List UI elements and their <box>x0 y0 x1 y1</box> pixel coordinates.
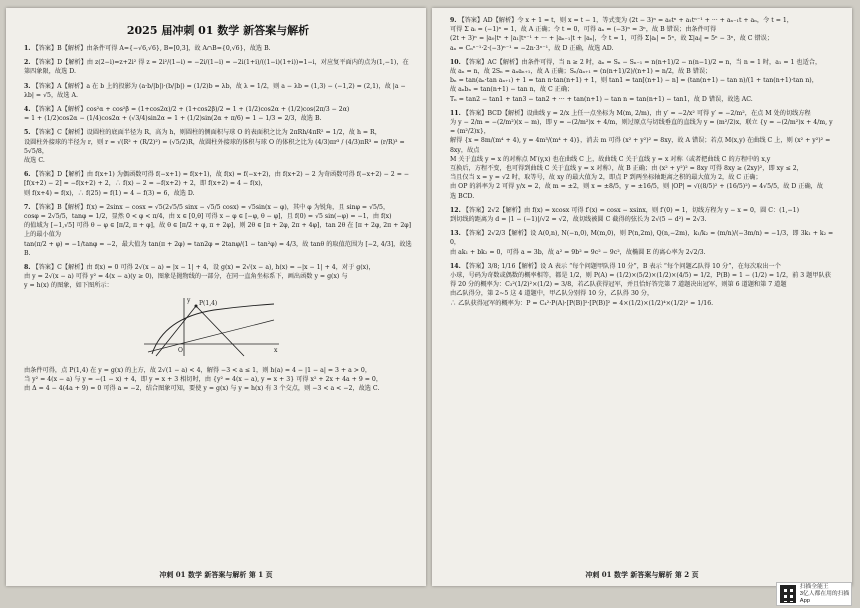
question-number: 11. <box>450 109 461 117</box>
point-p-marker <box>195 304 198 307</box>
question-number: 4. <box>24 106 31 114</box>
solution-text: 【答案】A【解析】a 在 b 上的投影为 (a·b/|b|)·(b/|b|) = (1/2)b = λb，故 λ = 1/2，则 a − λb = (1,3) − (−1,2) = (2,1)，故 |a − λb| = √5，故选 A. <box>24 82 406 99</box>
solution-text: 【答案】A【解析】cos²α + cos²β = (1+cos2α)/2 + (1+cos2β)/2 = 1 + (1/2)cos2α + (1/2)cos(2π/3 − 2α) = 1 + (1/2)cos2α − (1/4)cos2α + (√3/4)sin2α = 1 + (1/2)sin(2α + π/6) = 1 − 1/3 = 2/3，故选 B. <box>24 106 350 123</box>
function-graph <box>134 296 284 358</box>
solution-text: 【答案】BCD【解析】设曲线 y = 2/x 上任一点坐标为 M(m, 2/m)，由 y′ = −2/x² 可得 y′ = −2/m²，在点 M 处的切线方程 为 y − 2/m = −(2/m²)(x − m)，即 y = −(2/m²)x + 4/m，则过原点与切线垂直的直线为 y = (m²/2)x，联立 {y = −(2/m²)x + 4/m, y = (m²/2)x}， 解得 {x = 8m/(m⁴ + 4), y = 4m³/(m⁴ + 4)}，消去 m 可得 (x² + y²)² = 8xy，故 A 错误；若点 M(x,y) 在曲线 C 上，则 (x² + y²)² = 8xy，故点 M 关于直线 y = x 的对称点 M′(y,x) 也在曲线 C 上，故曲线 C 关于直线 y = x 对称（或者把曲线 C 的方程中的 x,y 互换后，方程不变，也可得到曲线 C 关于直线 y = x 对称），故 B 正确；由 (x² + y²)² = 8xy 可得 8xy ≥ (2xy)²，即 xy ≤ 2， 当且仅当 x = y = √2 时，取等号，故 xy 的最大值为 2，即点 P 到两坐标轴距离之积的最大值为 2，故 C 正确； 由 OP 的斜率为 2 可得 y/x = 2，故 m = ±2，则 x = ±8/5，y = ±16/5，则 |OP| = √((8/5)² + (16/5)²) = 4√5/5，故 D 正确，故 选 BCD. <box>450 109 833 200</box>
solution-text: 【答案】D【解析】由 f(x+1) 为偶函数可得 f(−x+1) = f(x+1)，故 f(x) = f(−x+2)，由 f(x+2) − 2 为奇函数可得 f(−x+2) − 2 = −[f(x+2) − 2] = −f(x+2) + 2，∴ f(x) − 2 = −f(x+2) + 2，即 f(x+2) = 4 − f(x)， 则 f(x+4) = f(x)，∴ f(25) = f(1) = 4 − f(3) = 6，故选 D. <box>24 171 410 197</box>
solution-text: 【答案】AD【解析】令 x + 1 = t，则 x = t − 1，等式变为 (2t − 3)ⁿ = a₀tⁿ + a₁tⁿ⁻¹ + ··· + aₙ₋₁t + aₙ，令 t = 1， 可得 Σ aᵢ = (−1)ⁿ = 1，故 A 正确；令 t = 0，可得 aₙ = (−3)ⁿ = 3ⁿ，故 B 错误；由条件可得 (2t + 3)ⁿ = |a₀|tⁿ + |a₁|tⁿ⁻¹ + ··· + |aₙ₋₁|t + |aₙ|，令 t = 1，可得 Σ|aᵢ| = 5ⁿ，故 Σ|aᵢ| = 5ⁿ − 3ⁿ，故 C 错误； aₙ = Cₙⁿ⁻¹·2·(−3)ⁿ⁻¹ = −2n·3ⁿ⁻¹，故 D 正确，故选 AD. <box>450 17 793 52</box>
question-number: 10. <box>450 58 461 66</box>
solution-text: 【答案】AC【解析】由条件可得，当 n ≥ 2 时，aₙ = Sₙ − Sₙ₋₁ = n(n+1)/2 − n(n−1)/2 = n，当 n = 1 时，a₁ = 1 也适合， 故 aₙ = n，故 2Sₙ = aₙaₙ₊₁，故 A 正确；Sₙ/aₙ₊₁ = (n(n+1)/2)/(n+1) = n/2，故 B 错误； bₙ = tan(aₙ·tan aₙ₊₁) + 1 = tan n·tan(n+1) + 1，则 tan1 = tan[(n+1) − n] = (tan(n+1) − tan n)/(1 + tan(n+1)·tan n)， 故 aₙbₙ = tan(n+1) − tan n，故 C 正确； Tₙ = tan2 − tan1 + tan3 − tan2 + ··· + tan(n+1) − tan n = tan(n+1) − tan1，故 D 错误，故选 AC. <box>450 58 822 103</box>
solution-item <box>450 16 838 53</box>
question-number: 13. <box>450 230 461 238</box>
right-solutions-list <box>450 16 838 308</box>
question-number: 1. <box>24 45 31 52</box>
question-number: 3. <box>24 82 31 90</box>
solution-item <box>24 170 412 198</box>
question-number: 8. <box>24 264 31 272</box>
left-page <box>6 8 426 586</box>
question-number: 5. <box>24 129 31 137</box>
solution-item <box>24 82 412 100</box>
question-number: 9. <box>450 17 457 24</box>
badge-line2: 3亿人都在用的扫描App <box>799 590 850 604</box>
solution-item <box>450 109 838 201</box>
question-number: 12. <box>450 206 461 214</box>
solution-text: 【答案】2√2/3【解析】设 A(0,n), N(−n,0), M(m,0)，则 P(n,2m), Q(n,−2m)，k₁/k₂ = (m/n)/(−3m/n) = −1/3，即 3k₁ + k₂ = 0， 由 ak₁ + bk₂ = 0，可得 a = 3b，故 a² = 9b² = 9c² − 9c²，故椭圆 E 的离心率为 2√2/3. <box>450 230 834 256</box>
question-number: 7. <box>24 203 31 211</box>
graph-figure <box>134 296 412 362</box>
solution-text: 【答案】3/8; 1/16【解析】设 A 表示 “每个问题甲队得 10 分”，B 表示 “每个问题乙队得 10 分”，在每次取出一个 小球，号码为奇数或偶数的概率相等，都是 1/2，则 P(A) = (1/2)×(5/2)×(1/2)×(4/5) = 1/2，P(B) = 1 − (1/2) = 1/2，前 3 题甲队获 得 20 分的概率为：C₃²(1/2)²×(1/2) = 3/8，若乙队获得冠军，并且恰好答完第 7 道题决出冠军，则第 6 道题和第 7 道题 由乙队得分，第 2~5 这 4 道题中，甲乙队分别得 10 分，乙队得 30 分， ∴ 乙队获得冠军的概率为：P = C₄²·P(A)·[P(B)]²·[P(B)]² = 4×(1/2)×(1/2)⁴×(1/2)² = 1/16. <box>450 262 831 307</box>
origin-label: O <box>178 346 183 354</box>
solution-text: 【答案】C【解析】由 f(x) = 0 可得 2√(x − a) = |x − 1| + 4，设 g(x) = 2√(x − a), h(x) = −|x − 1| + 4，对于 g(x)， 由 y = 2√(x − a) 可得 y² = 4(x − a)(y ≥ 0)，图象是抛物线的一部分，在同一直角坐标系下，画出函数 y = g(x) 与 y = h(x) 的图象，如下图所示： <box>24 264 375 290</box>
qr-code-icon <box>780 585 796 603</box>
solution-item <box>450 58 838 104</box>
solution-item <box>450 206 838 224</box>
badge-line1: 扫描全能王 <box>799 583 829 590</box>
page-footer-left: 冲刺 01 数学 新答案与解析 第 1 页 <box>159 570 273 579</box>
solution-item <box>24 128 412 165</box>
solution-item <box>24 203 412 258</box>
document-title: 2025 届冲刺 01 数学 新答案与解析 <box>126 24 310 37</box>
solution-text: 【答案】B【解析】由条件可得 A={−√6,√6}, B=[0,3]，故 A∩B={0,√6}，故选 B. <box>32 45 271 52</box>
question-number: 6. <box>24 171 31 179</box>
solution-item <box>24 44 412 53</box>
left-solutions-list <box>24 44 412 393</box>
point-p-label: P(1,4) <box>199 299 218 307</box>
solution-text: 【答案】C【解析】设圆柱的底面半径为 R，高为 h，则圆柱的侧面积与球 O 的表面积之比为 2πRh/4πR² = 1/2，故 h = R， 设圆柱外接球的半径为 r，则 r = √(R² + (R/2)²) = (√5/2)R，故圆柱外接球的体积与球 O 的体积之比为 (4/3)πr³ / (4/3)πR³ = (r/R)³ = 5√5/8， 故选 C. <box>24 129 405 165</box>
solution-item <box>24 105 412 123</box>
solution-text: 【答案】2√2【解析】由 f(x) = xcosx 可得 f′(x) = cosx − xsinx，则 f′(0) = 1，切线方程为 y − x = 0，圆 C：(1,−1) 到切线的距离为 d = |1 − (−1)|/√2 = √2，故切线被圆 C 截得的弦长为 2√(5 − d²) = 2√3. <box>450 206 800 224</box>
solution-item <box>24 58 412 76</box>
tangent-line <box>148 320 274 352</box>
page-footer-right: 冲刺 01 数学 新答案与解析 第 2 页 <box>585 570 699 579</box>
right-page <box>432 8 852 586</box>
question-number: 2. <box>24 59 31 67</box>
x-axis-label: x <box>274 346 278 354</box>
solution-item <box>24 263 412 291</box>
solution-text: 【答案】B【解析】f(x) = 2sinx − cosx = √5(2√5/5 sinx − √5/5 cosx) = √5sin(x − φ)，其中 φ 为锐角，且 sinφ = √5/5， cosφ = 2√5/5，tanφ = 1/2，显然 0 < φ < π/4，由 x ∈ [0,θ] 可得 x − φ ∈ [−φ, θ − φ]，且 f(0) = √5 sin(−φ) = −1，由 f(x) 的值域为 [−1,√5] 可得 θ − φ ∈ [π/2, π + φ]，故 θ ∈ [π/2 + φ, π + 2φ]，则 2θ ∈ [π + 2φ, 2π + 4φ]，tan 2θ 在 [π + 2φ, 2π + 2φ] 上的最小值为 tan(π/2 + φ) = −1/tanφ = −2，最大值为 tan(π + 2φ) = tan2φ = 2tanφ/(1 − tan²φ) = 4/3，故 tanθ 的取值范围为 [−2, 4/3]，故选 B. <box>24 203 412 257</box>
solution-text: 由条件可得，点 P(1,4) 在 y = g(x) 的上方，故 2√(1 − a) < 4，解得 −3 < a ≤ 1，则 h(a) = 4 − |1 − a| = 3 + a > 0， 当 y² = 4(x − a) 与 y = −(1 − x) + 4，即 y = x + 3 相切时，由 {y² = 4(x − a), y = x + 3} 可得 x² + 2x + 4a + 9 = 0， 由 Δ = 4 − 4(4a + 9) = 0 可得 a = −2，结合图象可知，要使 y = g(x) 与 y = h(x) 有 3 个交点，则 −3 < a < −2，故选 C. <box>24 366 383 393</box>
question-number: 14. <box>450 262 461 270</box>
solution-item <box>450 229 838 257</box>
scanner-watermark-badge <box>776 582 852 606</box>
y-axis-label: y <box>187 296 191 304</box>
solution-item <box>450 262 838 308</box>
solution-text: 【答案】D【解析】由 z(2−i)=z+2i² 得 z = 2i²/(1−i) = −2i/(1−i) = −2i(1+i)/((1−i)(1+i))=1−i，对应复平面内的点为(1,−1)，在第四象限，故选 D. <box>24 59 409 76</box>
solution-item <box>24 366 412 394</box>
